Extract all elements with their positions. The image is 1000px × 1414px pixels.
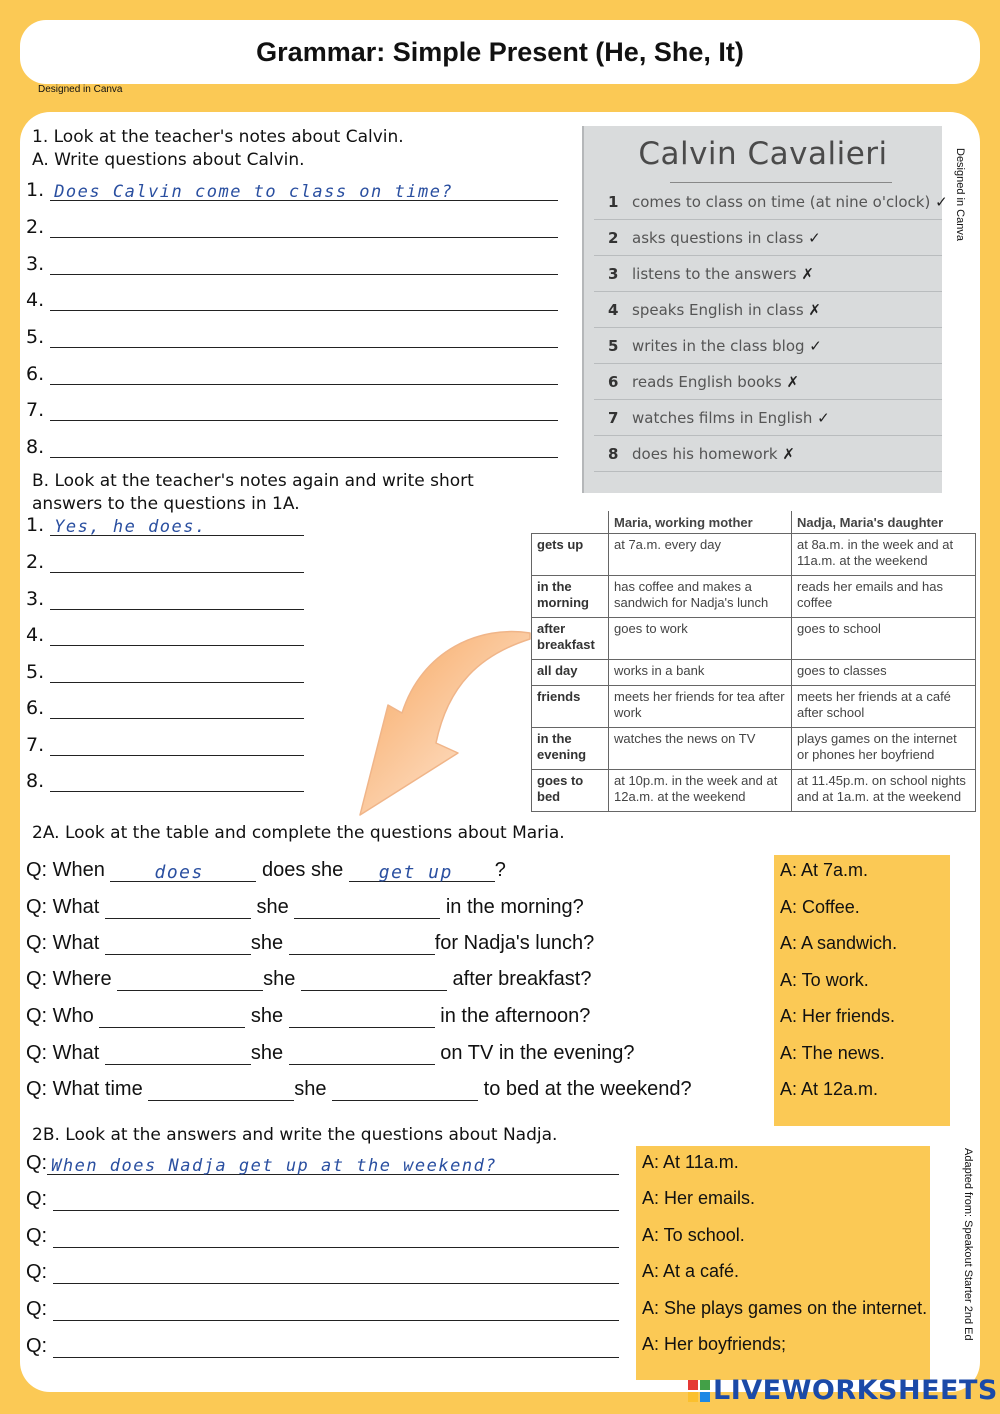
notes-item: 4 speaks English in class ✗ xyxy=(608,301,821,319)
table-row: in the morning has coffee and makes a sandwich for Nadja's lunch reads her emails and has coffee xyxy=(532,576,976,618)
ex2b-answer-box xyxy=(636,1146,930,1380)
ex2a-question-7: Q: What time she to bed at the weekend? xyxy=(26,1078,692,1100)
answer-input[interactable] xyxy=(50,325,558,348)
blank-input[interactable] xyxy=(289,1005,435,1028)
answer-input[interactable] xyxy=(50,733,304,756)
notes-item: 3 listens to the answers ✗ xyxy=(608,265,814,283)
ex1b-line-2: 2. xyxy=(26,550,304,573)
ex2a-question-1: Q: When does does she get up ? xyxy=(26,859,506,883)
table-row: friends meets her friends for tea after work meets her friends at a café after school xyxy=(532,686,976,728)
ex1b-line-1: 1. Yes, he does. xyxy=(26,513,304,536)
answer-text: A: Coffee. xyxy=(780,897,860,917)
ex1a-line-5: 5. xyxy=(26,325,558,348)
answer-input[interactable] xyxy=(50,398,558,421)
canva-label: Designed in Canva xyxy=(38,84,123,95)
ex1a-line-8: 8. xyxy=(26,435,558,458)
blank-input[interactable] xyxy=(148,1078,294,1101)
answer-input[interactable] xyxy=(50,587,304,610)
notes-item: 2 asks questions in class ✓ xyxy=(608,229,821,247)
answer-text: A: To school. xyxy=(642,1225,745,1245)
ex1a-line-1: 1. Does Calvin come to class on time? xyxy=(26,178,558,201)
schedule-table xyxy=(531,511,976,812)
blank-input[interactable] xyxy=(289,1042,435,1065)
source-label: Adapted from: Speakout Starter 2nd Ed xyxy=(962,1148,974,1341)
logo-icon xyxy=(688,1380,710,1402)
ex1b-line-4: 4. xyxy=(26,623,304,646)
blank-input[interactable] xyxy=(332,1078,478,1101)
answer-text: A: Her emails. xyxy=(642,1188,756,1208)
notes-item: 8 does his homework ✗ xyxy=(608,445,795,463)
teacher-notes xyxy=(582,126,948,493)
table-row: in the evening watches the news on TV plays games on the internet or phones her boyfriend xyxy=(532,728,976,770)
ex1b-line-8: 8. xyxy=(26,769,304,792)
ex2b-question-3: Q: xyxy=(26,1225,619,1248)
notes-item: 6 reads English books ✗ xyxy=(608,373,800,391)
ex1b-line-5: 5. xyxy=(26,660,304,683)
answer-input[interactable] xyxy=(50,623,304,646)
question-input[interactable]: When does Nadja get up at the weekend? xyxy=(47,1152,619,1175)
ex1a-line-3: 3. xyxy=(26,252,558,275)
answer-input[interactable]: Does Calvin come to class on time? xyxy=(50,178,558,201)
ex1a-line-7: 7. xyxy=(26,398,558,421)
ex1b-line-3: 3. xyxy=(26,587,304,610)
table-header: Maria, working mother xyxy=(609,511,792,534)
table-row: all day works in a bank goes to classes xyxy=(532,660,976,686)
canva-side-label: Designed in Canva xyxy=(954,148,966,241)
answer-input[interactable] xyxy=(50,288,558,311)
table-row: goes to bed at 10p.m. in the week and at 12a.m. at the weekend at 11.45p.m. on school nights and at 1a.m. at the weekend xyxy=(532,770,976,812)
ex2b-instruction: 2B. Look at the answers and write the questions about Nadja. xyxy=(32,1125,558,1145)
answer-input[interactable] xyxy=(50,696,304,719)
blank-input[interactable] xyxy=(105,932,251,955)
answer-input[interactable]: Yes, he does. xyxy=(50,513,304,536)
answer-input[interactable] xyxy=(50,435,558,458)
question-input[interactable] xyxy=(53,1261,619,1284)
ex2a-question-4: Q: Where she after breakfast? xyxy=(26,968,592,990)
ex1a-line-2: 2. xyxy=(26,215,558,238)
blank-input[interactable] xyxy=(99,1005,245,1028)
question-input[interactable] xyxy=(53,1298,619,1321)
blank-input[interactable]: does xyxy=(110,859,256,882)
answer-text: A: At 12a.m. xyxy=(780,1079,879,1099)
question-input[interactable] xyxy=(53,1335,619,1358)
ex1-instruction: 1. Look at the teacher's notes about Calvin. xyxy=(32,127,404,147)
ex2a-question-2: Q: What she in the morning? xyxy=(26,896,584,918)
notes-item: 1 comes to class on time (at nine o'clock) ✓ xyxy=(608,193,948,211)
notes-item: 5 writes in the class blog ✓ xyxy=(608,337,822,355)
blank-input[interactable] xyxy=(289,932,435,955)
answer-text: A: Her boyfriends; xyxy=(642,1334,787,1354)
ex2a-question-3: Q: What she for Nadja's lunch? xyxy=(26,932,595,954)
answer-input[interactable] xyxy=(50,660,304,683)
ex2a-instruction: 2A. Look at the table and complete the questions about Maria. xyxy=(32,823,565,843)
answer-text: A: She plays games on the internet. xyxy=(642,1298,928,1318)
ex2a-question-5: Q: Who she in the afternoon? xyxy=(26,1005,591,1027)
question-input[interactable] xyxy=(53,1225,619,1248)
ex2b-question-2: Q: xyxy=(26,1188,619,1211)
liveworksheets-logo: LIVEWORKSHEETS xyxy=(688,1375,998,1406)
answer-text: A: A sandwich. xyxy=(780,933,898,953)
table-row: gets up at 7a.m. every day at 8a.m. in the week and at 11a.m. at the weekend xyxy=(532,534,976,576)
answer-input[interactable] xyxy=(50,215,558,238)
ex1a-line-4: 4. xyxy=(26,288,558,311)
ex2b-question-4: Q: xyxy=(26,1261,619,1284)
blank-input[interactable] xyxy=(105,1042,251,1065)
answer-input[interactable] xyxy=(50,550,304,573)
ex2a-question-6: Q: What she on TV in the evening? xyxy=(26,1042,635,1064)
answer-text: A: To work. xyxy=(780,970,869,990)
ex2b-question-5: Q: xyxy=(26,1298,619,1321)
blank-input[interactable] xyxy=(301,968,447,991)
answer-input[interactable] xyxy=(50,362,558,385)
ex1b-line-7: 7. xyxy=(26,733,304,756)
ex2b-question-6: Q: xyxy=(26,1335,619,1358)
answer-text: A: At 7a.m. xyxy=(780,860,869,880)
answer-input[interactable] xyxy=(50,769,304,792)
blank-input[interactable] xyxy=(105,896,251,919)
blank-input[interactable] xyxy=(294,896,440,919)
table-row: after breakfast goes to work goes to school xyxy=(532,618,976,660)
blank-input[interactable]: get up xyxy=(349,859,495,882)
ex1a-instruction: A. Write questions about Calvin. xyxy=(32,150,305,170)
ex1b-line-6: 6. xyxy=(26,696,304,719)
ex1a-line-6: 6. xyxy=(26,362,558,385)
ex2a-answer-box xyxy=(774,855,950,1126)
answer-text: A: The news. xyxy=(780,1043,885,1063)
question-input[interactable] xyxy=(53,1188,619,1211)
page-title: Grammar: Simple Present (He, She, It) xyxy=(20,20,980,84)
ex1b-instruction-2: answers to the questions in 1A. xyxy=(32,494,300,514)
notes-title: Calvin Cavalieri xyxy=(638,136,888,172)
notes-item: 7 watches films in English ✓ xyxy=(608,409,830,427)
ex1b-instruction: B. Look at the teacher's notes again and write short xyxy=(32,471,474,491)
answer-text: A: At a café. xyxy=(642,1261,740,1281)
blank-input[interactable] xyxy=(117,968,263,991)
answer-text: A: Her friends. xyxy=(780,1006,896,1026)
answer-input[interactable] xyxy=(50,252,558,275)
ex2b-question-1: Q: When does Nadja get up at the weekend? xyxy=(26,1152,619,1175)
curved-arrow-icon xyxy=(330,625,540,825)
answer-text: A: At 11a.m. xyxy=(642,1152,739,1172)
table-header: Nadja, Maria's daughter xyxy=(792,511,976,534)
